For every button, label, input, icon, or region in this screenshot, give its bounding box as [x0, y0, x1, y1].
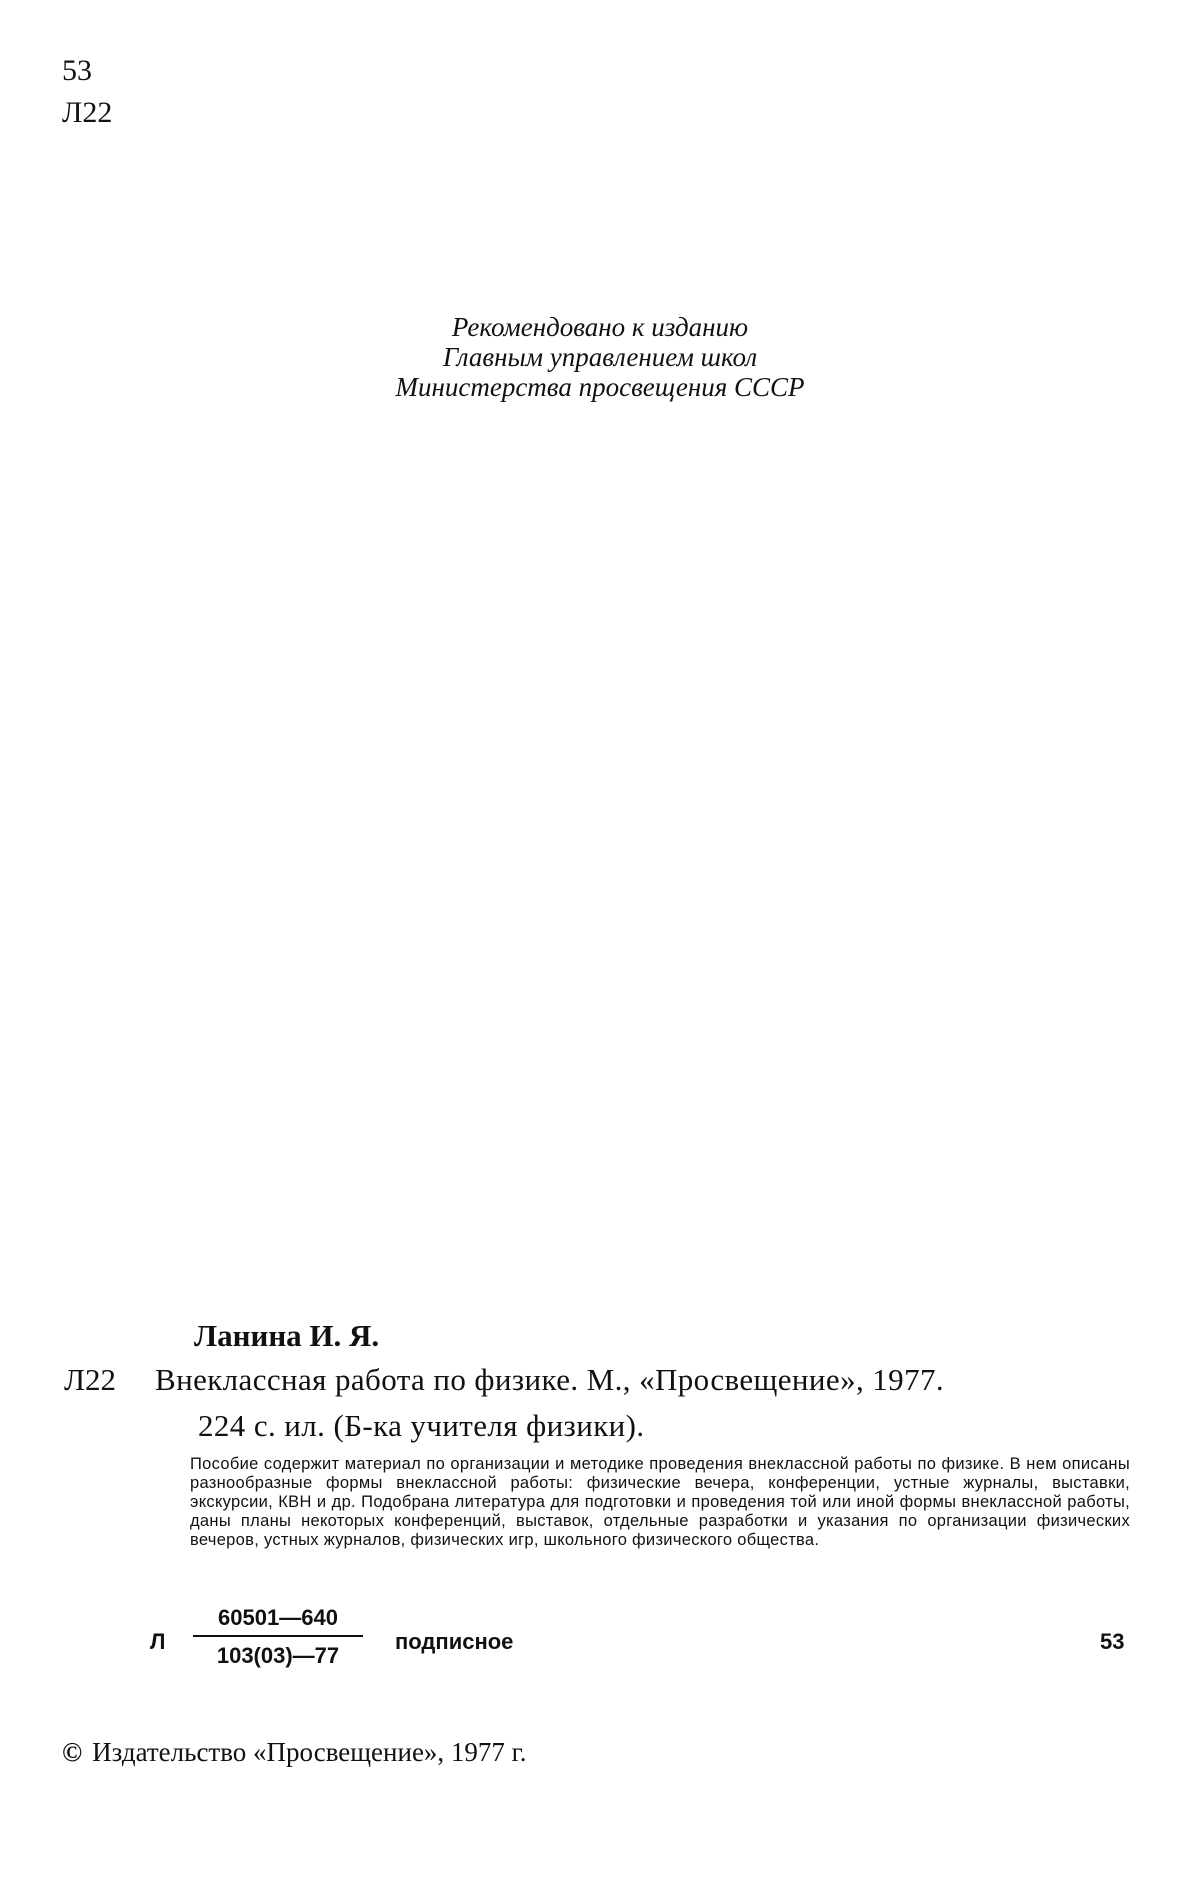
- copyright-line: [62, 1737, 526, 1768]
- index-right-code: 53: [1100, 1629, 1125, 1654]
- library-code: Л22: [62, 96, 113, 129]
- extent-line: 224 с. ил. (Б-ка учителя физики).: [198, 1408, 645, 1443]
- annotation-text: Пособие содержит материал по организации и методике проведения внеклассной работы по физике. В нем описаны разнообразные формы внеклассной работы: физические вечера, конференции, устные журналы, выставки, экскурсии, КВН и др. Подобрана литература для подготовки и проведения той или иной формы внеклассной работы, даны планы некоторых конференций, выставок, отдельные разработки и указания по организации физических вечеров, устных журналов, физических игр, школьного физического общества.: [190, 1455, 1130, 1549]
- subscription-label: подписное: [395, 1629, 514, 1654]
- classification-block: [62, 50, 112, 134]
- recommendation-line-3: Министерства просвещения СССР: [395, 372, 805, 402]
- index-letter: Л: [150, 1629, 166, 1654]
- copyright-icon: ©: [62, 1737, 83, 1767]
- title-line: Внеклассная работа по физике. М., «Просвещение», 1977.: [155, 1362, 945, 1397]
- record-code: Л22: [64, 1362, 117, 1397]
- author-name: Ланина И. Я.: [194, 1318, 380, 1353]
- index-denominator: 103(03)—77: [216, 1643, 340, 1668]
- publication-index: [0, 1605, 1200, 1685]
- udk-number: 53: [62, 54, 92, 87]
- recommendation-note: [0, 312, 1200, 402]
- recommendation-line-1: Рекомендовано к изданию: [451, 312, 749, 342]
- copyright-text: Издательство «Просвещение», 1977 г.: [92, 1737, 527, 1767]
- index-numerator: 60501—640: [193, 1605, 363, 1637]
- recommendation-line-2: Главным управлением школ: [442, 342, 758, 372]
- index-fraction: [193, 1605, 363, 1669]
